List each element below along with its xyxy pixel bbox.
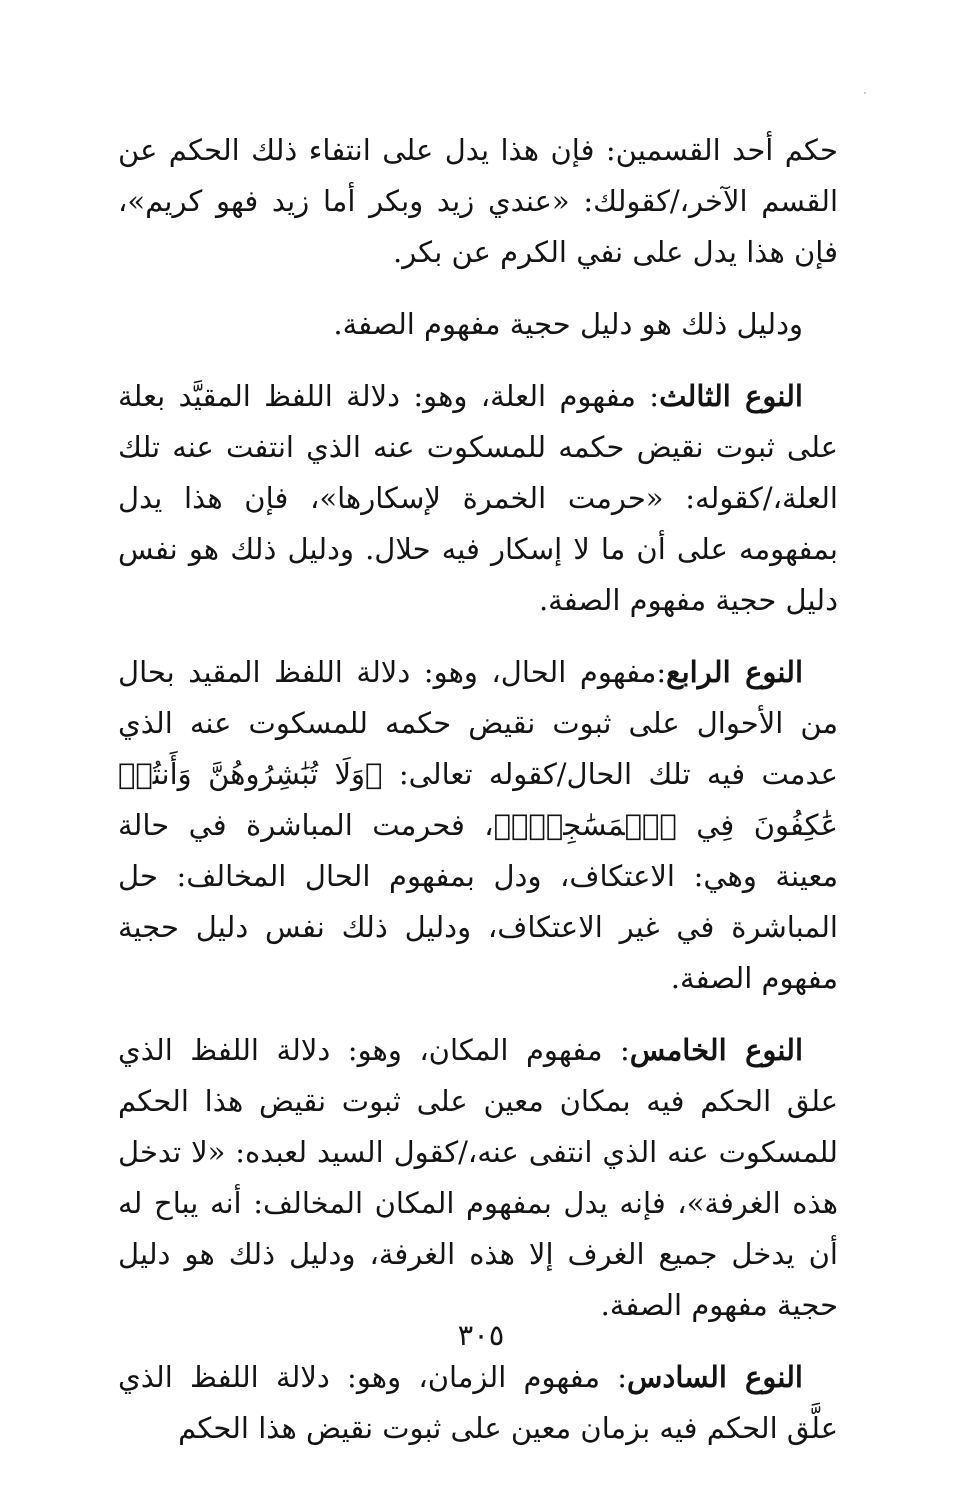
paragraph-text: : مفهوم المكان، وهو: دلالة اللفظ الذي علق الحكم فيه بمكان معين على ثبوت نقيض هذا الحكم للمسكوت عنه الذي انتفى عنه،/كقول السيد لعبده: «لا تدخل هذه الغرفة»، فإنه يدل بمفهوم المكان المخالف: أنه يباح له أن يدخل جميع الغرف إلا هذه الغرفة، ودليل ذلك هو دليل حجية مفهوم الصفة. <box>118 1033 838 1322</box>
paragraph-continuation <box>118 125 838 278</box>
paragraph-text: :مفهوم الحال، وهو: دلالة اللفظ المقيد بحال من الأحوال على ثبوت نقيض حكمه للمسكوت عنه الذي عدمت فيه تلك الحال/كقوله تعالى: ﴿وَلَا تُبَٰشِرُوهُنَّ وَأَنتُمۡ عَٰكِفُونَ فِي ٱلۡمَسَٰجِدِۗ﴾، فحرمت المباشرة في حالة معينة وهي: الاعتكاف، ودل بمفهوم الحال المخالف: حل المباشرة في غير الاعتكاف، ودليل ذلك نفس دليل حجية مفهوم الصفة. <box>118 655 838 995</box>
paragraph-type-six <box>118 1352 838 1454</box>
paragraph-evidence <box>118 299 838 350</box>
scan-speck <box>864 92 866 94</box>
paragraph-heading: النوع الخامس <box>629 1033 803 1067</box>
paragraph-text: ودليل ذلك هو دليل حجية مفهوم الصفة. <box>333 307 803 341</box>
paragraph-text: : مفهوم العلة، وهو: دلالة اللفظ المقيَّد بعلة على ثبوت نقيض حكمه للمسكوت عنه الذي انتفت عنه تلك العلة،/كقوله: «حرمت الخمرة لإسكارها»، فإن هذا يدل بمفهومه على أن ما لا إسكار فيه حلال. ودليل ذلك هو نفس دليل حجية مفهوم الصفة. <box>118 379 838 617</box>
paragraph-text: : مفهوم الزمان، وهو: دلالة اللفظ الذي علَّق الحكم فيه بزمان معين على ثبوت نقيض هذا الحكم <box>118 1360 838 1445</box>
page-body <box>118 125 838 1475</box>
paragraph-type-three <box>118 371 838 626</box>
paragraph-text: حكم أحد القسمين: فإن هذا يدل على انتفاء ذلك الحكم عن القسم الآخر،/كقولك: «عندي زيد وبكر أما زيد فهو كريم»، فإن هذا يدل على نفي الكرم عن بكر. <box>118 133 838 269</box>
page-number: ٣٠٥ <box>457 1318 505 1352</box>
paragraph-heading: النوع الثالث <box>659 379 803 413</box>
paragraph-type-five <box>118 1025 838 1331</box>
paragraph-heading: النوع السادس <box>627 1360 803 1394</box>
paragraph-type-four <box>118 647 838 1004</box>
paragraph-heading: النوع الرابع <box>666 655 804 689</box>
